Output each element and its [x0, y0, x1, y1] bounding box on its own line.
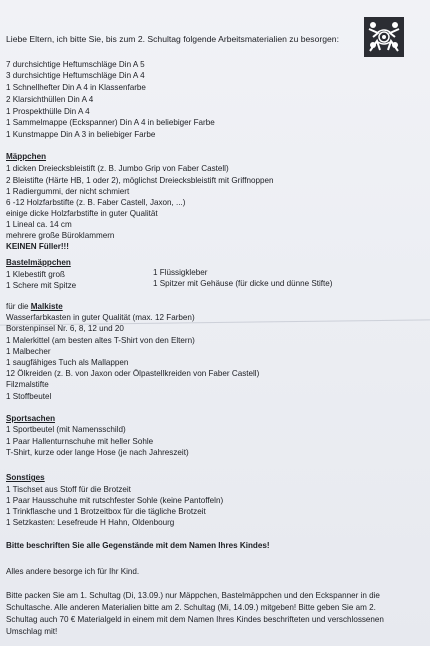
list-item: 1 Trinkflasche und 1 Brotzeitbox für die tägliche Brotzeit	[6, 507, 206, 516]
final-paragraph-line: Umschlag mit!	[6, 627, 58, 636]
list-item: 1 Stoffbeutel	[6, 392, 52, 401]
list-item: 1 saugfähiges Tuch als Mallappen	[6, 358, 129, 367]
final-paragraph-line: Schultag auch 70 € Materialgeld in einem mit dem Namen Ihres Kindes beschrifteten und verschlossenen	[6, 615, 384, 624]
list-item: 6 -12 Holzfarbstifte (z. B. Faber Castell, Jaxon, ...)	[6, 198, 186, 207]
list-item: 2 Klarsichthüllen Din A 4	[6, 95, 94, 104]
list-item: Borstenpinsel Nr. 6, 8, 12 und 20	[6, 324, 124, 333]
list-item: mehrere große Büroklammern	[6, 231, 115, 240]
rest-notice: Alles andere besorge ich für Ihr Kind.	[6, 567, 140, 576]
list-item: 1 Sammelmappe (Eckspanner) Din A 4 in beliebiger Farbe	[6, 118, 215, 127]
malkiste-heading: Malkiste	[30, 302, 63, 311]
list-item: 1 Flüssigkleber	[153, 268, 208, 277]
section-heading-sport: Sportsachen	[6, 414, 56, 423]
list-item: 1 Tischset aus Stoff für die Brotzeit	[6, 485, 131, 494]
list-item: 1 Malbecher	[6, 347, 51, 356]
school-logo	[364, 17, 404, 57]
section-heading-sonstiges: Sonstiges	[6, 473, 45, 482]
final-paragraph-line: Bitte packen Sie am 1. Schultag (Di, 13.09.) nur Mäppchen, Bastelmäppchen und den Eckspanner in die	[6, 591, 380, 600]
list-item: 1 Schere mit Spitze	[6, 281, 77, 290]
list-item: 1 Sportbeutel (mit Namensschild)	[6, 425, 126, 434]
children-circle-icon	[364, 17, 404, 57]
list-item: Wasserfarbkasten in guter Qualität (max. 12 Farben)	[6, 313, 195, 322]
list-item: einige dicke Holzfarbstifte in guter Qualität	[6, 209, 158, 218]
list-item: 1 Setzkasten: Lesefreude H Hahn, Oldenbourg	[6, 518, 175, 527]
list-item: 1 Schnellhefter Din A 4 in Klassenfarbe	[6, 83, 146, 92]
list-item: 1 dicken Dreiecksbleistift (z. B. Jumbo Grip von Faber Castell)	[6, 164, 229, 173]
list-item: 12 Ölkreiden (z. B. von Jaxon oder Ölpastellkreiden von Faber Castell)	[6, 369, 260, 378]
section-heading-malkiste	[6, 302, 63, 313]
list-item: 7 durchsichtige Heftumschläge Din A 5	[6, 60, 145, 69]
list-item: 1 Malerkittel (am besten altes T-Shirt von den Eltern)	[6, 336, 195, 345]
section-heading-maeppchen: Mäppchen	[6, 152, 47, 161]
list-item: 1 Paar Hallenturnschuhe mit heller Sohle	[6, 437, 154, 446]
malkiste-prefix: für die	[6, 302, 31, 311]
list-item: 1 Spitzer mit Gehäuse (für dicke und dünne Stifte)	[153, 279, 333, 288]
list-item: 2 Bleistifte (Härte HB, 1 oder 2), möglichst Dreiecksbleistift mit Griffnoppen	[6, 176, 274, 185]
list-item: T-Shirt, kurze oder lange Hose (je nach Jahreszeit)	[6, 448, 189, 457]
list-item: 1 Prospekthülle Din A 4	[6, 107, 90, 116]
list-item: 1 Kunstmappe Din A 3 in beliebiger Farbe	[6, 130, 156, 139]
list-item: 3 durchsichtige Heftumschläge Din A 4	[6, 71, 145, 80]
warning-text: KEINEN Füller!!!	[6, 242, 69, 251]
intro-text: Liebe Eltern, ich bitte Sie, bis zum 2. Schultag folgende Arbeitsmaterialien zu besorgen:	[6, 34, 339, 44]
list-item: 1 Radiergummi, der nicht schmiert	[6, 187, 130, 196]
section-heading-bastel: Bastelmäppchen	[6, 258, 71, 267]
list-item: Filzmalstifte	[6, 380, 49, 389]
list-item: 1 Klebestift groß	[6, 270, 65, 279]
label-notice: Bitte beschriften Sie alle Gegenstände mit dem Namen Ihres Kindes!	[6, 541, 270, 550]
list-item: 1 Paar Hausschuhe mit rutschfester Sohle (keine Pantoffeln)	[6, 496, 224, 505]
list-item: 1 Lineal ca. 14 cm	[6, 220, 72, 229]
final-paragraph-line: Schultasche. Alle anderen Materialien bitte am 2. Schultag (Mi, 14.09.) mitgeben! Bitte geben Sie am 2.	[6, 603, 376, 612]
